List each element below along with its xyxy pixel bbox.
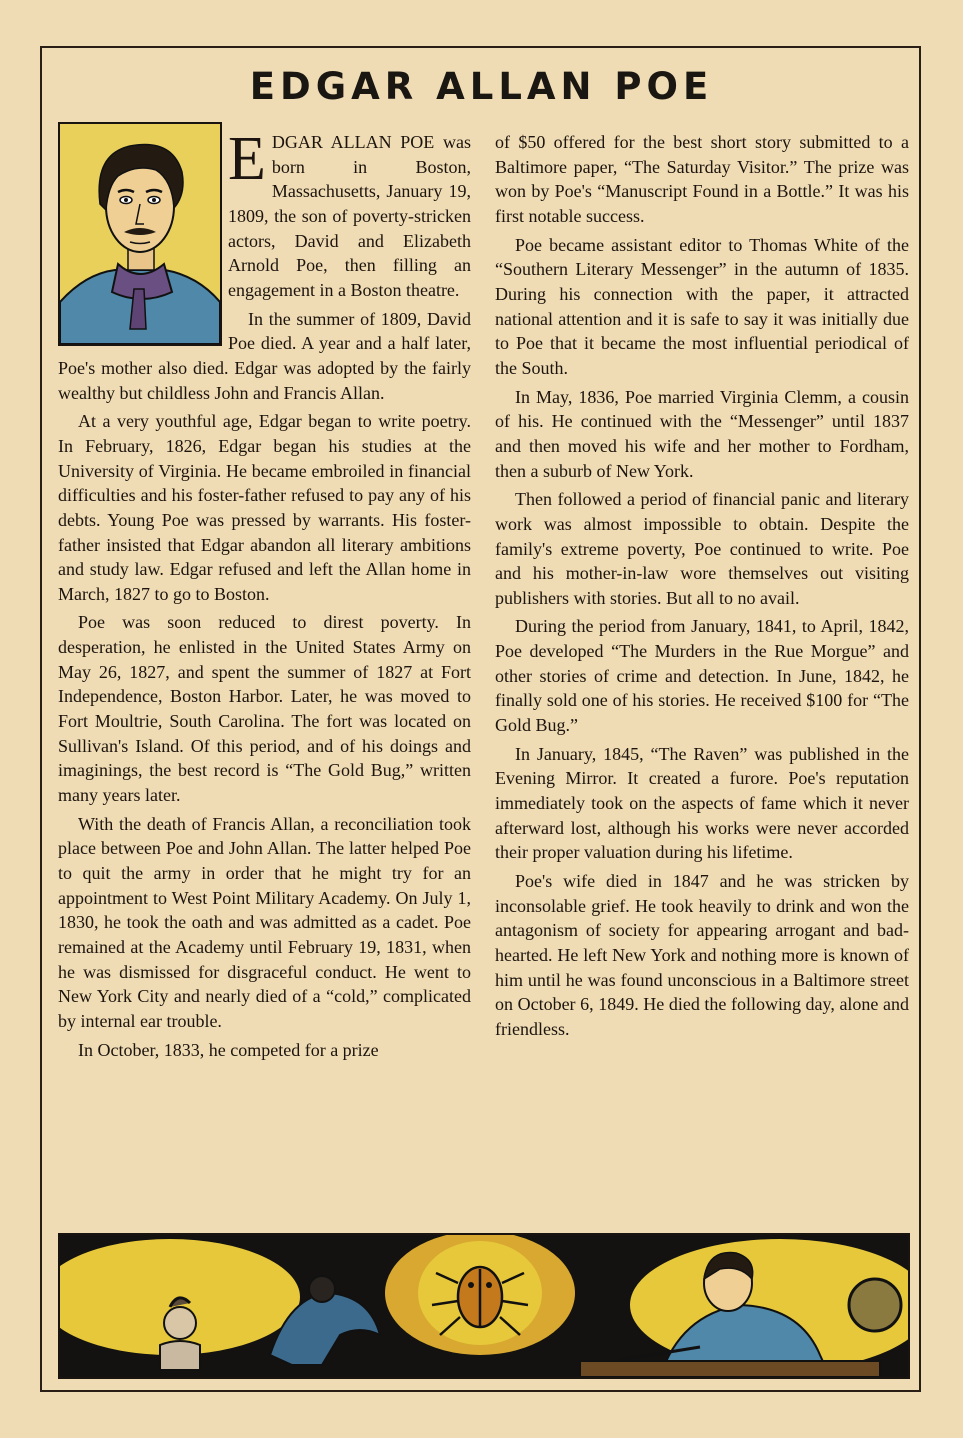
paragraph-panic: Then followed a period of financial panic and literary work was almost impossible to obtain. Despite the family's extreme poverty, Poe continued to write. Poe and his mother-in-law wore themselves out visiting publishers with stories. But all to no avail. (495, 489, 909, 608)
portrait-space (58, 130, 228, 342)
drop-cap: E (228, 125, 266, 193)
paragraph-death: Poe's wife died in 1847 and he was stricken by inconsolable grief. He took heavily to drink and won the antagonism of society for appearing arrogant and bad-hearted. He left New York and nothing more is known of him until he was found unconscious in a Baltimore street on October 6, 1849. He died the following day, alone and friendless. (495, 871, 909, 1039)
paragraph-marriage: In May, 1836, Poe married Virginia Clemm, a cousin of his. He continued with the “Messenger” until 1837 and then moved his wife and her mother to Fordham, then a suburb of New York. (495, 386, 909, 481)
paragraph-parents-death: In the summer of 1809, David Poe died. A year and a half later, Poe's mother also died. Edgar was adopted by the fairly wealthy but childless John and Francis Allan. (58, 308, 471, 403)
page-title: EDGAR ALLAN POE (249, 65, 714, 108)
paragraph-raven: In January, 1845, “The Raven” was published in the Evening Mirror. It created a furore. Poe's reputation immediately took on the aspects of fame which it never afterward lost, although his works were never accorded their proper valuation during his lifetime. (495, 743, 909, 863)
paragraph-messenger: Poe became assistant editor to Thomas White of the “Southern Literary Messenger” in the autumn of 1835. During his connection with the paper, it attracted national attention and it is safe to say it was initially due to Poe that it became the most influential periodical of the South. (495, 234, 909, 378)
opening-name: DGAR ALLAN POE (271, 132, 435, 152)
article-right-column (495, 130, 909, 1046)
paragraph-youth: At a very youthful age, Edgar began to write poetry. In February, 1826, Edgar began his studies at the University of Virginia. He became embroiled in financial difficulties and his foster-father refused to pay any of his debts. Young Poe was pressed by warrants. His foster-father insisted that Edgar abandon all literary ambitions and study law. Edgar refused and left the Allan home in March, 1827 to go to Boston. (58, 411, 471, 604)
article-left-column (58, 125, 471, 1066)
paragraph-prize-end: of $50 offered for the best short story submitted to a Baltimore paper, “The Saturday Visitor.” The prize was won by Poe's “Manuscript Found in a Bottle.” It was his first notable success. (495, 132, 909, 226)
bottom-illustration-panel (58, 1233, 910, 1379)
paragraph-birth-text: was born in Boston, Massachusetts, January 19, 1809, the son of poverty-stricken actors, David and Elizabeth Arnold Poe, then filling an engagement in a Boston theatre. (228, 132, 471, 300)
paragraph-murders: During the period from January, 1841, to April, 1842, Poe developed “The Murders in the Rue Morgue” and other stories of crime and detection. In June, 1842, he finally sold one of his stories. He received $100 for “The Gold Bug.” (495, 616, 909, 736)
paragraph-prize-start: In October, 1833, he competed for a prize (78, 1039, 379, 1060)
paragraph-army: Poe was soon reduced to direst poverty. In desperation, he enlisted in the United States Army on May 26, 1827, and spent the summer of 1827 at Fort Independence, Boston Harbor. Later, he was moved to Fort Moultrie, South Carolina. The fort was located on Sullivan's Island. Of this period, and of his doings and imaginings, the best record is “The Gold Bug,” written many years later. (58, 612, 471, 806)
paragraph-west-point: With the death of Francis Allan, a reconciliation took place between Poe and John Allan. The latter helped Poe to quit the army in order that he might try for an appointment to West Point Military Academy. On July 1, 1830, he took the oath and was admitted as a cadet. Poe remained at the Academy until February 19, 1831, when he was dismissed for disgraceful conduct. He went to New York City and nearly died of a “cold,” complicated by internal ear trouble. (58, 813, 471, 1031)
